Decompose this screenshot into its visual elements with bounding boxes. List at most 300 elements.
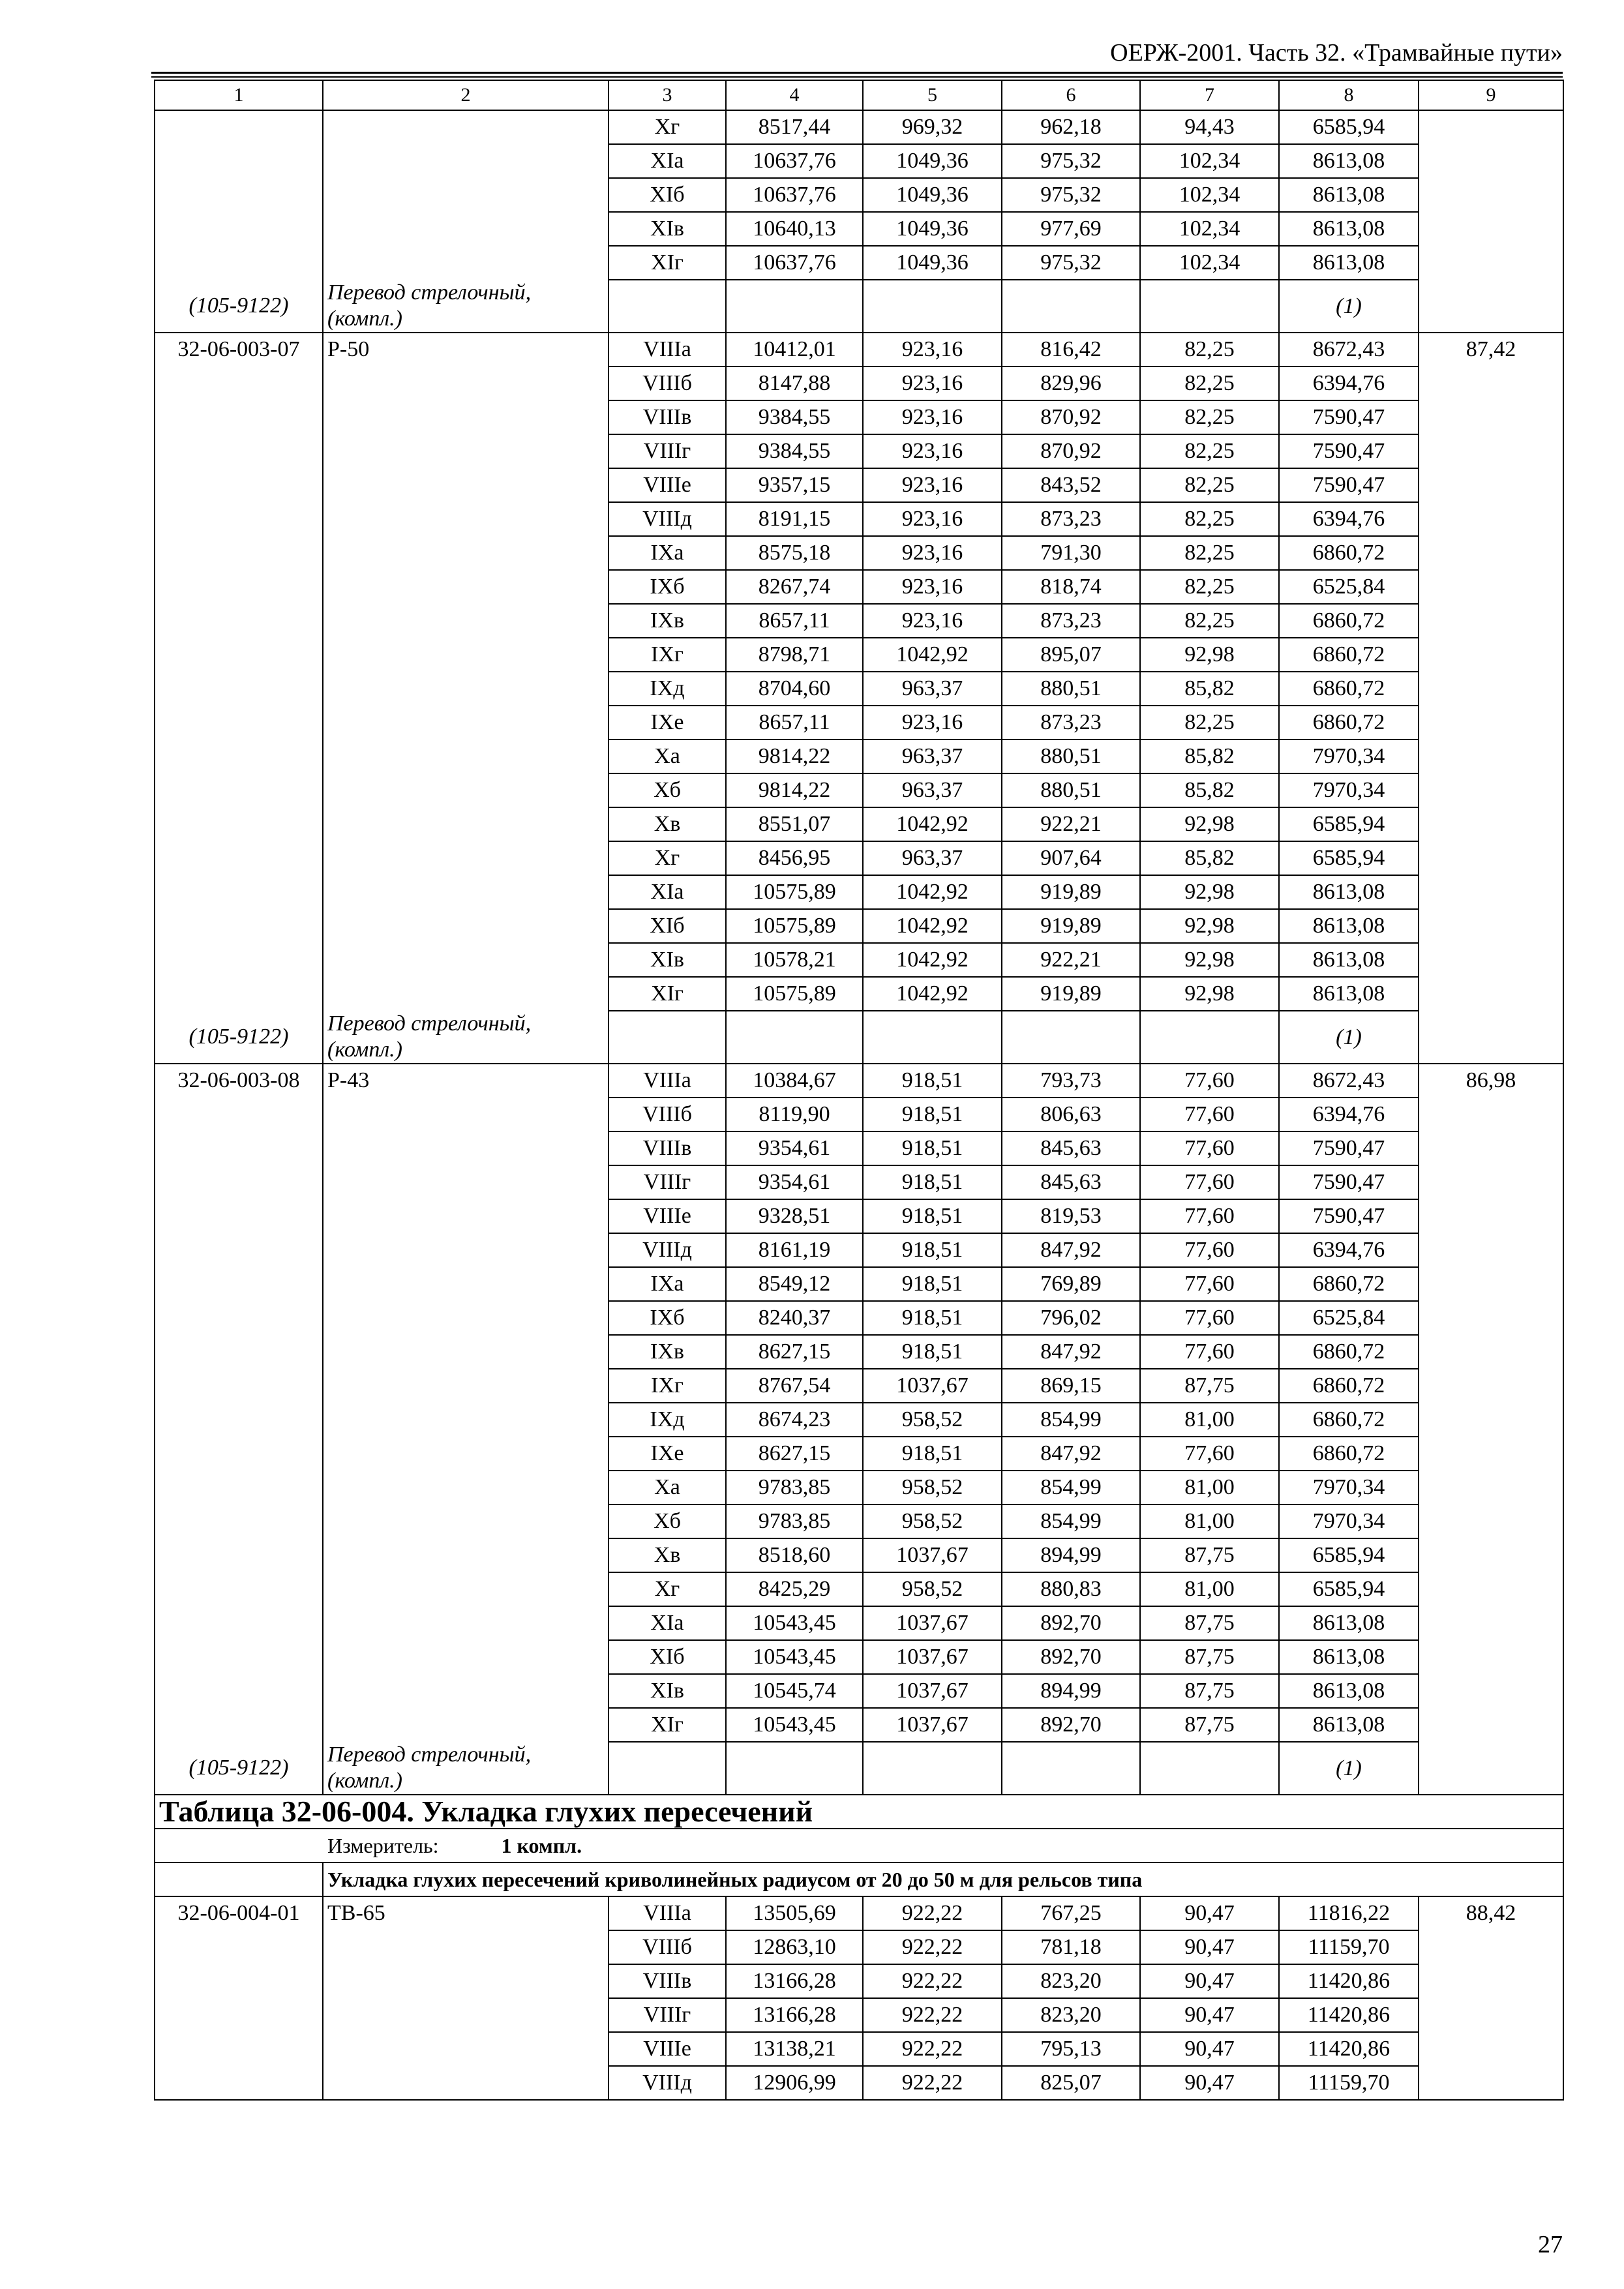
value-cell: 10543,45 <box>726 1640 863 1674</box>
value-cell: 6525,84 <box>1279 570 1419 604</box>
category-cell: XIг <box>609 977 726 1011</box>
value-cell: 10578,21 <box>726 943 863 977</box>
value-cell: 923,16 <box>863 604 1002 638</box>
value-cell: 77,60 <box>1140 1301 1279 1335</box>
resource-qty: (1) <box>1279 280 1419 333</box>
empty-cell <box>726 280 863 333</box>
table-row <box>155 1064 1563 1098</box>
value-cell: 6860,72 <box>1279 1369 1419 1403</box>
value-cell: 806,63 <box>1002 1098 1140 1131</box>
value-cell: 87,75 <box>1140 1640 1279 1674</box>
col9-value: 86,98 <box>1419 1064 1563 1795</box>
value-cell: 1049,36 <box>863 212 1002 246</box>
value-cell: 92,98 <box>1140 943 1279 977</box>
resource-name: Перевод стрелочный, (компл.) <box>323 280 609 333</box>
value-cell: 919,89 <box>1002 909 1140 943</box>
empty-cell <box>726 1742 863 1795</box>
value-cell: 958,52 <box>863 1504 1002 1538</box>
value-cell: 8613,08 <box>1279 212 1419 246</box>
value-cell: 90,47 <box>1140 1930 1279 1964</box>
value-cell: 847,92 <box>1002 1233 1140 1267</box>
value-cell: 87,75 <box>1140 1369 1279 1403</box>
value-cell: 819,53 <box>1002 1199 1140 1233</box>
value-cell: 923,16 <box>863 333 1002 367</box>
value-cell: 829,96 <box>1002 367 1140 400</box>
value-cell: 892,70 <box>1002 1606 1140 1640</box>
category-cell: Xв <box>609 807 726 841</box>
value-cell: 6860,72 <box>1279 672 1419 706</box>
value-cell: 10543,45 <box>726 1606 863 1640</box>
value-cell: 918,51 <box>863 1064 1002 1098</box>
value-cell: 82,25 <box>1140 706 1279 740</box>
value-cell: 1049,36 <box>863 246 1002 280</box>
value-cell: 6860,72 <box>1279 1437 1419 1471</box>
value-cell: 918,51 <box>863 1199 1002 1233</box>
value-cell: 82,25 <box>1140 604 1279 638</box>
value-cell: 958,52 <box>863 1403 1002 1437</box>
category-cell: XIг <box>609 246 726 280</box>
value-cell: 1037,67 <box>863 1369 1002 1403</box>
resource-row <box>155 1742 1563 1795</box>
empty-cell <box>726 1011 863 1064</box>
value-cell: 9354,61 <box>726 1131 863 1165</box>
value-cell: 10575,89 <box>726 977 863 1011</box>
value-cell: 13166,28 <box>726 1998 863 2032</box>
category-cell: VIIIе <box>609 2032 726 2066</box>
value-cell: 77,60 <box>1140 1064 1279 1098</box>
category-cell: VIIIг <box>609 1998 726 2032</box>
category-cell: IXб <box>609 1301 726 1335</box>
value-cell: 8549,12 <box>726 1267 863 1301</box>
category-cell: IXв <box>609 1335 726 1369</box>
value-cell: 82,25 <box>1140 333 1279 367</box>
value-cell: 1042,92 <box>863 638 1002 672</box>
measure-value: 1 компл. <box>501 1834 582 1857</box>
value-cell: 8613,08 <box>1279 246 1419 280</box>
category-cell: IXа <box>609 536 726 570</box>
value-cell: 825,07 <box>1002 2066 1140 2100</box>
value-cell: 8575,18 <box>726 536 863 570</box>
value-cell: 922,21 <box>1002 943 1140 977</box>
value-cell: 85,82 <box>1140 841 1279 875</box>
value-cell: 907,64 <box>1002 841 1140 875</box>
value-cell: 963,37 <box>863 773 1002 807</box>
table-subtitle: Укладка глухих пересечений криволинейных радиусом от 20 до 50 м для рельсов типа <box>323 1863 1563 1896</box>
category-cell: VIIIв <box>609 1131 726 1165</box>
value-cell: 1042,92 <box>863 909 1002 943</box>
category-cell: XIб <box>609 1640 726 1674</box>
value-cell: 82,25 <box>1140 536 1279 570</box>
value-cell: 1042,92 <box>863 807 1002 841</box>
value-cell: 892,70 <box>1002 1708 1140 1742</box>
value-cell: 894,99 <box>1002 1674 1140 1708</box>
value-cell: 922,22 <box>863 1964 1002 1998</box>
value-cell: 6860,72 <box>1279 536 1419 570</box>
value-cell: 923,16 <box>863 502 1002 536</box>
value-cell: 6860,72 <box>1279 1267 1419 1301</box>
category-cell: IXв <box>609 604 726 638</box>
value-cell: 918,51 <box>863 1165 1002 1199</box>
resource-qty: (1) <box>1279 1011 1419 1064</box>
empty-cell <box>609 1011 726 1064</box>
value-cell: 8191,15 <box>726 502 863 536</box>
value-cell: 8147,88 <box>726 367 863 400</box>
value-cell: 87,75 <box>1140 1674 1279 1708</box>
value-cell: 9357,15 <box>726 468 863 502</box>
category-cell: Xа <box>609 740 726 773</box>
value-cell: 769,89 <box>1002 1267 1140 1301</box>
empty-cell <box>1002 1011 1140 1064</box>
value-cell: 962,18 <box>1002 110 1140 144</box>
category-cell: XIб <box>609 909 726 943</box>
value-cell: 7590,47 <box>1279 1199 1419 1233</box>
empty-cell <box>1140 1011 1279 1064</box>
value-cell: 963,37 <box>863 740 1002 773</box>
value-cell: 6860,72 <box>1279 604 1419 638</box>
value-cell: 7970,34 <box>1279 740 1419 773</box>
value-cell: 918,51 <box>863 1131 1002 1165</box>
value-cell: 6860,72 <box>1279 638 1419 672</box>
value-cell: 8613,08 <box>1279 1606 1419 1640</box>
value-cell: 923,16 <box>863 367 1002 400</box>
rate-code: 32-06-003-08 <box>155 1064 323 1742</box>
value-cell: 918,51 <box>863 1437 1002 1471</box>
value-cell: 843,52 <box>1002 468 1140 502</box>
value-cell: 1042,92 <box>863 943 1002 977</box>
category-cell: IXб <box>609 570 726 604</box>
value-cell: 10575,89 <box>726 909 863 943</box>
value-cell: 781,18 <box>1002 1930 1140 1964</box>
value-cell: 85,82 <box>1140 773 1279 807</box>
empty-cell <box>609 1742 726 1795</box>
category-cell: VIIIд <box>609 1233 726 1267</box>
column-numbers-row <box>155 80 1563 110</box>
category-cell: IXе <box>609 706 726 740</box>
value-cell: 102,34 <box>1140 144 1279 178</box>
value-cell: 77,60 <box>1140 1199 1279 1233</box>
value-cell: 923,16 <box>863 434 1002 468</box>
value-cell: 82,25 <box>1140 570 1279 604</box>
value-cell: 923,16 <box>863 468 1002 502</box>
value-cell: 919,89 <box>1002 875 1140 909</box>
value-cell: 10545,74 <box>726 1674 863 1708</box>
value-cell: 918,51 <box>863 1098 1002 1131</box>
value-cell: 918,51 <box>863 1301 1002 1335</box>
value-cell: 1037,67 <box>863 1606 1002 1640</box>
category-cell: XIг <box>609 1708 726 1742</box>
empty-cell <box>863 280 1002 333</box>
value-cell: 77,60 <box>1140 1267 1279 1301</box>
value-cell: 82,25 <box>1140 400 1279 434</box>
category-cell: VIIIа <box>609 333 726 367</box>
category-cell: Xб <box>609 1504 726 1538</box>
value-cell: 8657,11 <box>726 706 863 740</box>
value-cell: 922,22 <box>863 1896 1002 1930</box>
value-cell: 816,42 <box>1002 333 1140 367</box>
value-cell: 1042,92 <box>863 875 1002 909</box>
value-cell: 8267,74 <box>726 570 863 604</box>
value-cell: 77,60 <box>1140 1165 1279 1199</box>
column-number: 4 <box>726 80 863 110</box>
value-cell: 90,47 <box>1140 1964 1279 1998</box>
value-cell: 8767,54 <box>726 1369 863 1403</box>
header-rule-thin <box>151 76 1563 78</box>
category-cell: XIа <box>609 1606 726 1640</box>
value-cell: 918,51 <box>863 1335 1002 1369</box>
value-cell: 11159,70 <box>1279 2066 1419 2100</box>
value-cell: 918,51 <box>863 1233 1002 1267</box>
value-cell: 9354,61 <box>726 1165 863 1199</box>
value-cell: 922,22 <box>863 2032 1002 2066</box>
value-cell: 8613,08 <box>1279 1674 1419 1708</box>
column-number: 6 <box>1002 80 1140 110</box>
value-cell: 77,60 <box>1140 1437 1279 1471</box>
value-cell: 87,75 <box>1140 1606 1279 1640</box>
value-cell: 90,47 <box>1140 2066 1279 2100</box>
value-cell: 870,92 <box>1002 434 1140 468</box>
value-cell: 895,07 <box>1002 638 1140 672</box>
category-cell: XIв <box>609 1674 726 1708</box>
value-cell: 1037,67 <box>863 1538 1002 1572</box>
value-cell: 85,82 <box>1140 740 1279 773</box>
value-cell: 6394,76 <box>1279 367 1419 400</box>
value-cell: 923,16 <box>863 536 1002 570</box>
value-cell: 94,43 <box>1140 110 1279 144</box>
value-cell: 7970,34 <box>1279 1504 1419 1538</box>
value-cell: 7590,47 <box>1279 1131 1419 1165</box>
value-cell: 9814,22 <box>726 740 863 773</box>
value-cell: 6525,84 <box>1279 1301 1419 1335</box>
value-cell: 8240,37 <box>726 1301 863 1335</box>
value-cell: 894,99 <box>1002 1538 1140 1572</box>
subtitle-row <box>155 1863 1563 1896</box>
value-cell: 12906,99 <box>726 2066 863 2100</box>
value-cell: 87,75 <box>1140 1708 1279 1742</box>
value-cell: 13138,21 <box>726 2032 863 2066</box>
value-cell: 8798,71 <box>726 638 863 672</box>
value-cell: 869,15 <box>1002 1369 1140 1403</box>
value-cell: 845,63 <box>1002 1165 1140 1199</box>
value-cell: 13505,69 <box>726 1896 863 1930</box>
value-cell: 92,98 <box>1140 875 1279 909</box>
category-cell: VIIIд <box>609 2066 726 2100</box>
value-cell: 7590,47 <box>1279 400 1419 434</box>
value-cell: 923,16 <box>863 570 1002 604</box>
resource-name: Перевод стрелочный, (компл.) <box>323 1742 609 1795</box>
value-cell: 8119,90 <box>726 1098 863 1131</box>
value-cell: 7970,34 <box>1279 773 1419 807</box>
empty-cell <box>1002 280 1140 333</box>
value-cell: 8425,29 <box>726 1572 863 1606</box>
value-cell: 963,37 <box>863 841 1002 875</box>
value-cell: 8627,15 <box>726 1437 863 1471</box>
value-cell: 87,75 <box>1140 1538 1279 1572</box>
value-cell: 767,25 <box>1002 1896 1140 1930</box>
value-cell: 11420,86 <box>1279 2032 1419 2066</box>
value-cell: 922,22 <box>863 1930 1002 1964</box>
value-cell: 847,92 <box>1002 1437 1140 1471</box>
value-cell: 823,20 <box>1002 1964 1140 1998</box>
category-cell: VIIIе <box>609 468 726 502</box>
value-cell: 969,32 <box>863 110 1002 144</box>
value-cell: 6860,72 <box>1279 1335 1419 1369</box>
category-cell: Xа <box>609 1471 726 1504</box>
value-cell: 975,32 <box>1002 246 1140 280</box>
value-cell: 8672,43 <box>1279 1064 1419 1098</box>
table-title: Таблица 32-06-004. Укладка глухих пересечений <box>155 1795 1563 1829</box>
col9-value: 88,42 <box>1419 1896 1563 2100</box>
value-cell: 8161,19 <box>726 1233 863 1267</box>
value-cell: 9783,85 <box>726 1504 863 1538</box>
value-cell: 854,99 <box>1002 1504 1140 1538</box>
rates-table <box>154 80 1564 2101</box>
empty-cell <box>1002 1742 1140 1795</box>
col9-value: 87,42 <box>1419 333 1563 1064</box>
rate-name <box>323 110 609 280</box>
value-cell: 6585,94 <box>1279 841 1419 875</box>
value-cell: 796,02 <box>1002 1301 1140 1335</box>
resource-row <box>155 280 1563 333</box>
value-cell: 958,52 <box>863 1572 1002 1606</box>
value-cell: 922,21 <box>1002 807 1140 841</box>
value-cell: 81,00 <box>1140 1504 1279 1538</box>
value-cell: 8551,07 <box>726 807 863 841</box>
value-cell: 975,32 <box>1002 144 1140 178</box>
value-cell: 8627,15 <box>726 1335 863 1369</box>
category-cell: VIIIв <box>609 400 726 434</box>
value-cell: 81,00 <box>1140 1572 1279 1606</box>
spacer-cell <box>155 1863 323 1896</box>
value-cell: 9328,51 <box>726 1199 863 1233</box>
value-cell: 963,37 <box>863 672 1002 706</box>
value-cell: 8613,08 <box>1279 144 1419 178</box>
resource-name: Перевод стрелочный, (компл.) <box>323 1011 609 1064</box>
value-cell: 977,69 <box>1002 212 1140 246</box>
value-cell: 9814,22 <box>726 773 863 807</box>
value-cell: 795,13 <box>1002 2032 1140 2066</box>
column-number: 1 <box>155 80 323 110</box>
value-cell: 11159,70 <box>1279 1930 1419 1964</box>
value-cell: 6585,94 <box>1279 807 1419 841</box>
value-cell: 81,00 <box>1140 1471 1279 1504</box>
category-cell: XIв <box>609 212 726 246</box>
table-title-row <box>155 1795 1563 1829</box>
value-cell: 7590,47 <box>1279 468 1419 502</box>
value-cell: 823,20 <box>1002 1998 1140 2032</box>
value-cell: 10412,01 <box>726 333 863 367</box>
value-cell: 10575,89 <box>726 875 863 909</box>
category-cell: VIIIа <box>609 1064 726 1098</box>
value-cell: 82,25 <box>1140 434 1279 468</box>
value-cell: 873,23 <box>1002 502 1140 536</box>
value-cell: 11420,86 <box>1279 1998 1419 2032</box>
resource-qty: (1) <box>1279 1742 1419 1795</box>
value-cell: 11816,22 <box>1279 1896 1419 1930</box>
value-cell: 1042,92 <box>863 977 1002 1011</box>
value-cell: 1037,67 <box>863 1674 1002 1708</box>
category-cell: IXд <box>609 1403 726 1437</box>
value-cell: 880,51 <box>1002 740 1140 773</box>
value-cell: 10637,76 <box>726 144 863 178</box>
value-cell: 6585,94 <box>1279 110 1419 144</box>
category-cell: VIIIб <box>609 1930 726 1964</box>
value-cell: 90,47 <box>1140 1896 1279 1930</box>
value-cell: 82,25 <box>1140 468 1279 502</box>
rate-code: 32-06-003-07 <box>155 333 323 1011</box>
measure-row <box>155 1829 1563 1863</box>
value-cell: 7590,47 <box>1279 1165 1419 1199</box>
value-cell: 8613,08 <box>1279 943 1419 977</box>
value-cell: 9783,85 <box>726 1471 863 1504</box>
category-cell: XIв <box>609 943 726 977</box>
value-cell: 90,47 <box>1140 1998 1279 2032</box>
value-cell: 8704,60 <box>726 672 863 706</box>
category-cell: IXд <box>609 672 726 706</box>
value-cell: 8672,43 <box>1279 333 1419 367</box>
category-cell: XIа <box>609 144 726 178</box>
value-cell: 77,60 <box>1140 1131 1279 1165</box>
column-number: 9 <box>1419 80 1563 110</box>
value-cell: 82,25 <box>1140 367 1279 400</box>
value-cell: 11420,86 <box>1279 1964 1419 1998</box>
category-cell: VIIIд <box>609 502 726 536</box>
measure-label: Измеритель: <box>327 1834 439 1857</box>
value-cell: 10543,45 <box>726 1708 863 1742</box>
value-cell: 8657,11 <box>726 604 863 638</box>
table-row <box>155 110 1563 144</box>
value-cell: 854,99 <box>1002 1403 1140 1437</box>
column-number: 7 <box>1140 80 1279 110</box>
value-cell: 1037,67 <box>863 1708 1002 1742</box>
measure-cell <box>155 1829 1563 1863</box>
value-cell: 9384,55 <box>726 400 863 434</box>
value-cell: 975,32 <box>1002 178 1140 212</box>
value-cell: 847,92 <box>1002 1335 1140 1369</box>
value-cell: 8613,08 <box>1279 875 1419 909</box>
value-cell: 923,16 <box>863 400 1002 434</box>
value-cell: 6394,76 <box>1279 1233 1419 1267</box>
value-cell: 8518,60 <box>726 1538 863 1572</box>
header-rule-thick <box>151 72 1563 74</box>
category-cell: XIа <box>609 875 726 909</box>
category-cell: VIIIе <box>609 1199 726 1233</box>
category-cell: Xг <box>609 841 726 875</box>
value-cell: 13166,28 <box>726 1964 863 1998</box>
value-cell: 81,00 <box>1140 1403 1279 1437</box>
value-cell: 845,63 <box>1002 1131 1140 1165</box>
page-number: 27 <box>1538 2231 1563 2258</box>
value-cell: 102,34 <box>1140 178 1279 212</box>
value-cell: 10637,76 <box>726 246 863 280</box>
value-cell: 8613,08 <box>1279 1708 1419 1742</box>
empty-cell <box>863 1011 1002 1064</box>
category-cell: IXг <box>609 638 726 672</box>
category-cell: VIIIв <box>609 1964 726 1998</box>
value-cell: 8517,44 <box>726 110 863 144</box>
value-cell: 791,30 <box>1002 536 1140 570</box>
value-cell: 77,60 <box>1140 1335 1279 1369</box>
category-cell: Xб <box>609 773 726 807</box>
column-number: 2 <box>323 80 609 110</box>
value-cell: 1049,36 <box>863 178 1002 212</box>
col9-value <box>1419 110 1563 333</box>
value-cell: 92,98 <box>1140 977 1279 1011</box>
value-cell: 6860,72 <box>1279 706 1419 740</box>
category-cell: Xв <box>609 1538 726 1572</box>
resource-code: (105-9122) <box>155 1011 323 1064</box>
value-cell: 9384,55 <box>726 434 863 468</box>
rate-name: ТВ-65 <box>323 1896 609 2100</box>
